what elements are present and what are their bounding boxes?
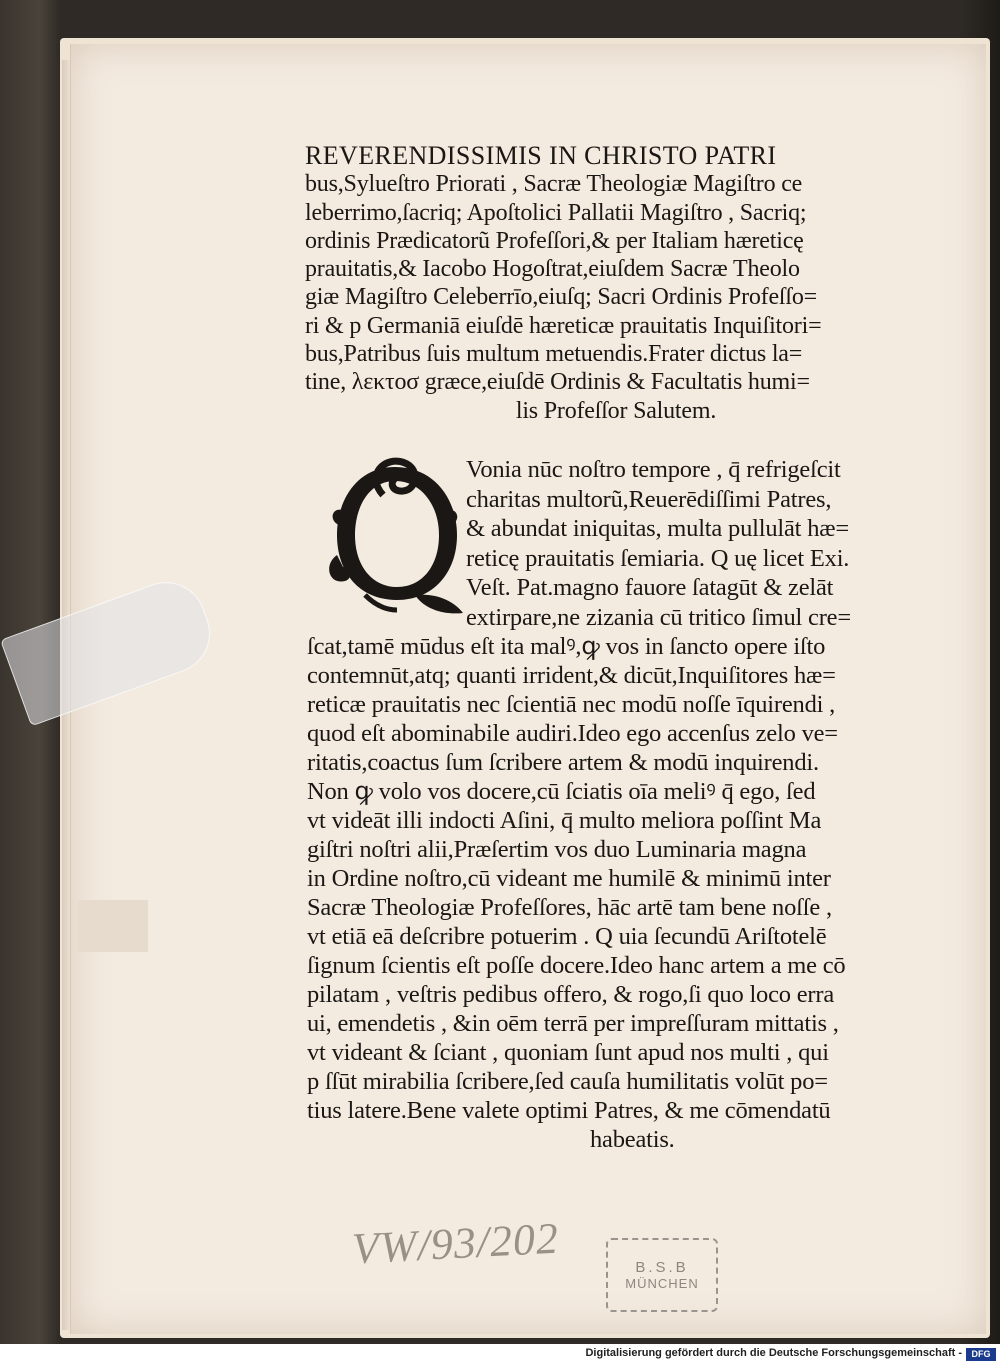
library-stamp	[606, 1238, 718, 1312]
body-line: Non ꝙ volo vos docere,cū ſciatis oīa meliꝰ q̄ ego, ſed	[307, 778, 816, 805]
body-line: ſcat,tamē mūdus eſt ita malꝰ,ꝙ vos in ſancto opere iſto	[307, 633, 826, 660]
body-line: ſignum ſcientis eſt poſſe docere.Ideo hanc artem a me cō	[307, 952, 846, 979]
body-line: habeatis.	[590, 1126, 675, 1153]
body-line: vt etiā eā deſcribre potuerim . Q uia ſecundū Ariſtotelē	[307, 923, 827, 950]
body-line: in Ordine noſtro,cū videant me humilē & minimū inter	[307, 865, 831, 892]
dedication-line: ri & p Germaniā eiuſdē hæreticæ prauitatis Inquiſitori=	[305, 312, 822, 339]
stamp-line-1: B.S.B	[635, 1259, 689, 1276]
body-line: Vonia nūc noſtro tempore , q̄ refrigeſcit	[466, 456, 841, 483]
body-line: quod eſt abominabile audiri.Ideo ego accenſus zelo ve=	[307, 720, 838, 747]
paper-tab	[78, 900, 148, 952]
body-line: Veſt. Pat.magno fauore ſatagūt & zelāt	[466, 574, 834, 601]
decorated-initial-q	[325, 455, 465, 615]
body-line: tius latere.Bene valete optimi Patres, & me cōmendatū	[307, 1097, 831, 1124]
body-line: giſtri noſtri alii,Præſertim vos duo Luminaria magna	[307, 836, 807, 863]
dedication-line: bus,Patribus ſuis multum metuendis.Frater dictus la=	[305, 341, 803, 368]
footer-text: Digitalisierung gefördert durch die Deutsche Forschungsgemeinschaft -	[585, 1347, 962, 1359]
dedication-block	[305, 142, 927, 425]
dedication-line: ordinis Prædicatorũ Profeſſori,& per Italiam hæreticę	[305, 227, 804, 254]
dedication-line: REVERENDISSIMIS IN CHRISTO PATRI	[305, 141, 777, 170]
dedication-line: leberrimo,ſacriq; Apoſtolici Pallatii Magiſtro , Sacriq;	[305, 199, 807, 226]
body-line: Sacræ Theologiæ Profeſſores, hāc artē tam bene noſſe ,	[307, 894, 832, 921]
body-line: & abundat iniquitas, multa pullulāt hæ=	[466, 515, 850, 542]
body-line: vt videant & ſciant , quoniam ſunt apud nos multi , qui	[307, 1039, 829, 1066]
body-line: extirpare,ne zizania cū tritico ſimul cre=	[466, 604, 851, 631]
dfg-logo-icon: DFG	[966, 1348, 996, 1361]
body-line: ui, emendetis , &in oēm terrā per impreſſuram mittatis ,	[307, 1010, 839, 1037]
shelfmark-annotation: VW/93/202	[350, 1213, 561, 1274]
body-line: ritatis,coactus ſum ſcribere artem & modū inquirendi.	[307, 749, 819, 776]
dedication-line: giæ Magiſtro Celeberrīo,eiuſq; Sacri Ordinis Profeſſo=	[305, 284, 817, 311]
body-line: reticæ prauitatis nec ſcientiā nec modū noſſe īquirendi ,	[307, 691, 836, 718]
body-line: vt videāt illi indocti Aſini, q̄ multo meliora poſſint Ma	[307, 807, 822, 834]
stamp-line-2: MÜNCHEN	[625, 1276, 699, 1291]
body-line: charitas multorũ,Reuerēdiſſimi Patres,	[466, 486, 832, 513]
body-line: contemnūt,atq; quanti irrident,& dicūt,Inquiſitores hæ=	[307, 662, 836, 689]
body-line: pilatam , veſtris pedibus offero, & rogo,ſi quo loco erra	[307, 981, 835, 1008]
body-line: p ſſūt mirabilia ſcribere,ſed cauſa humilitatis volūt po=	[307, 1068, 828, 1095]
footer-bar	[0, 1344, 1000, 1366]
body-line: reticę prauitatis ſemiaria. Q uę licet Exi.	[466, 545, 850, 572]
dedication-line: tine, λεκτοσ græce,eiuſdē Ordinis & Facultatis humi=	[305, 369, 810, 396]
dedication-line: bus,Sylueſtro Priorati , Sacræ Theologiæ Magiſtro ce	[305, 171, 803, 198]
dedication-line: lis Profeſſor Salutem.	[515, 397, 717, 424]
dedication-line: prauitatis,& Iacobo Hogoſtrat,eiuſdem Sacræ Theolo	[305, 256, 800, 283]
